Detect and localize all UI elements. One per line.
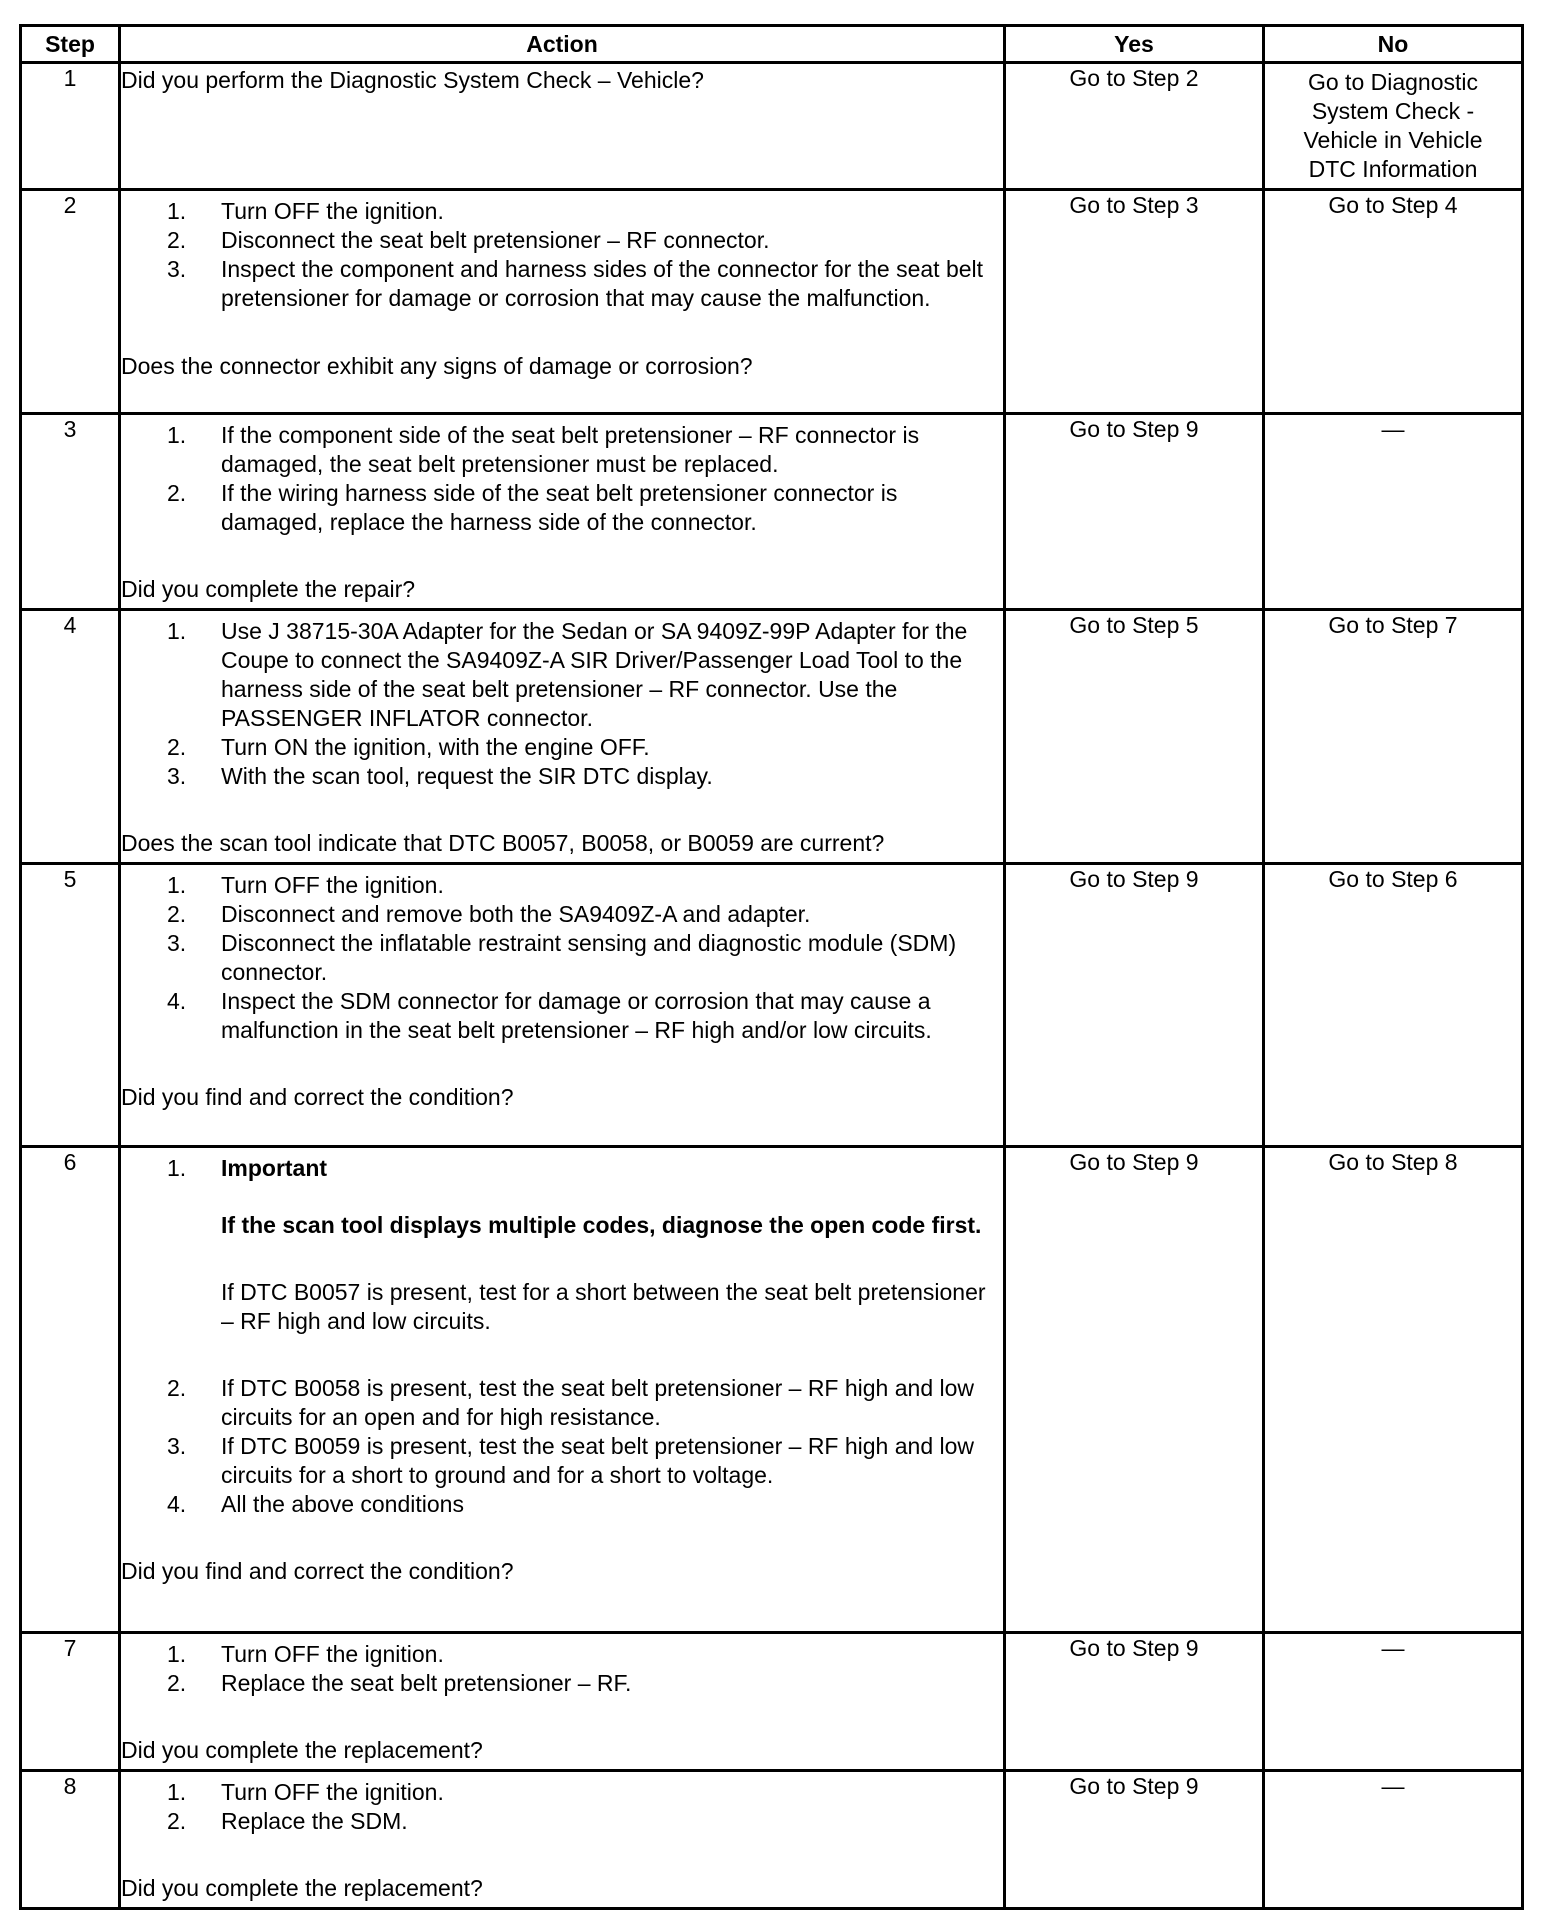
- header-action: Action: [120, 26, 1005, 63]
- header-no: No: [1264, 26, 1523, 63]
- header-yes: Yes: [1005, 26, 1264, 63]
- list-item: 2. Replace the seat belt pretensioner – RF.: [167, 1670, 632, 1696]
- action-cell: [120, 1633, 1005, 1771]
- question-text: Does the connector exhibit any signs of damage or corrosion?: [121, 353, 753, 379]
- important-note: If the scan tool displays multiple codes, diagnose the open code first.: [221, 1212, 982, 1238]
- yes-cell: Go to Step 9: [1005, 1771, 1264, 1909]
- list-item: 2. Turn ON the ignition, with the engine OFF.: [167, 734, 650, 760]
- list-item: 2. If the wiring harness side of the seat belt pretensioner connector is damaged, replace the harness side of the connector.: [167, 480, 898, 535]
- list-item: 3. If DTC B0059 is present, test the seat belt pretensioner – RF high and low circuits for a short to ground and for a short to voltage.: [167, 1433, 975, 1488]
- yes-cell: Go to Step 9: [1005, 1633, 1264, 1771]
- list-item: 2. Disconnect and remove both the SA9409Z-A and adapter.: [167, 901, 811, 927]
- important-title: Important: [221, 1155, 328, 1181]
- step-list: [121, 871, 1003, 1045]
- question-text: Did you complete the repair?: [121, 576, 416, 602]
- list-item: 1. Turn OFF the ignition.: [167, 1779, 444, 1805]
- list-item: 3. Disconnect the inflatable restraint sensing and diagnostic module (SDM) connector.: [167, 930, 957, 985]
- step-list: [121, 617, 1003, 791]
- step-number: 3: [21, 414, 120, 610]
- step-number: 4: [21, 610, 120, 864]
- action-cell: [120, 610, 1005, 864]
- no-cell: —: [1264, 1771, 1523, 1909]
- list-item: 4. Inspect the SDM connector for damage or corrosion that may cause a malfunction in the seat belt pretensioner – RF high and/or low circuits.: [167, 988, 932, 1043]
- step-number: 6: [21, 1147, 120, 1633]
- step-list: [121, 197, 1003, 313]
- yes-cell: Go to Step 5: [1005, 610, 1264, 864]
- step-list: [121, 1778, 1003, 1836]
- list-item: 3. With the scan tool, request the SIR DTC display.: [167, 763, 713, 789]
- list-item: 1. Turn OFF the ignition.: [167, 1641, 444, 1667]
- table-row: [21, 1633, 1523, 1771]
- no-cell: —: [1264, 1633, 1523, 1771]
- list-item: 2. Disconnect the seat belt pretensioner – RF connector.: [167, 227, 770, 253]
- step-number: 2: [21, 190, 120, 414]
- no-cell: Go to Step 6: [1264, 864, 1523, 1147]
- action-cell: [120, 414, 1005, 610]
- action-cell: [120, 63, 1005, 190]
- table-row: [21, 190, 1523, 414]
- question-text: Did you complete the replacement?: [121, 1875, 483, 1901]
- step-number: 7: [21, 1633, 120, 1771]
- no-cell: Go to Step 4: [1264, 190, 1523, 414]
- question-text: Did you complete the replacement?: [121, 1737, 483, 1763]
- yes-cell: Go to Step 2: [1005, 63, 1264, 190]
- list-item-important: 1. Important If the scan tool displays multiple codes, diagnose the open code first. If DTC B0057 is present, test for a short between the seat belt pretensioner – RF high and low circuits.: [121, 1154, 1003, 1336]
- list-item: 3. Inspect the component and harness sides of the connector for the seat belt pretensioner for damage or corrosion that may cause the malfunction.: [167, 256, 984, 311]
- table-row: [21, 864, 1523, 1147]
- list-item: 2. Replace the SDM.: [167, 1808, 408, 1834]
- action-cell: [120, 864, 1005, 1147]
- yes-cell: Go to Step 9: [1005, 1147, 1264, 1633]
- table-row: [21, 1147, 1523, 1633]
- no-cell: Go to Diagnostic System Check - Vehicle in Vehicle DTC Information: [1264, 63, 1523, 190]
- yes-cell: Go to Step 9: [1005, 414, 1264, 610]
- list-item: 2. If DTC B0058 is present, test the seat belt pretensioner – RF high and low circuits for an open and for high resistance.: [167, 1375, 975, 1430]
- list-item: 1. Turn OFF the ignition.: [167, 872, 444, 898]
- step-list: [121, 421, 1003, 537]
- table-row: [21, 1771, 1523, 1909]
- step-number: 5: [21, 864, 120, 1147]
- important-text: If DTC B0057 is present, test for a short between the seat belt pretensioner – RF high and low circuits.: [221, 1279, 986, 1334]
- diagnostic-table: [19, 24, 1524, 1910]
- step-number: 1: [21, 63, 120, 190]
- list-item: 1. If the component side of the seat belt pretensioner – RF connector is damaged, the seat belt pretensioner must be replaced.: [167, 422, 920, 477]
- action-cell: [120, 1771, 1005, 1909]
- header-row: [21, 26, 1523, 63]
- question-text: Did you perform the Diagnostic System Check – Vehicle?: [121, 67, 704, 93]
- question-text: Does the scan tool indicate that DTC B0057, B0058, or B0059 are current?: [121, 830, 885, 856]
- header-step: Step: [21, 26, 120, 63]
- table-row: [21, 63, 1523, 190]
- yes-cell: Go to Step 9: [1005, 864, 1264, 1147]
- action-cell: [120, 1147, 1005, 1633]
- yes-cell: Go to Step 3: [1005, 190, 1264, 414]
- step-list: [121, 1640, 1003, 1698]
- no-cell: —: [1264, 414, 1523, 610]
- question-text: Did you find and correct the condition?: [121, 1084, 514, 1110]
- no-cell: Go to Step 7: [1264, 610, 1523, 864]
- list-item: 1. Turn OFF the ignition.: [167, 198, 444, 224]
- no-cell: Go to Step 8: [1264, 1147, 1523, 1633]
- question-text: Did you find and correct the condition?: [121, 1558, 514, 1584]
- table-row: [21, 414, 1523, 610]
- step-number: 8: [21, 1771, 120, 1909]
- step-list: [121, 1154, 1003, 1519]
- list-item: 1. Use J 38715-30A Adapter for the Sedan or SA 9409Z-99P Adapter for the Coupe to connect the SA9409Z-A SIR Driver/Passenger Load Tool to the harness side of the seat belt pretensioner – RF connector. Use the PASSENGER INFLATOR connector.: [167, 618, 968, 731]
- action-cell: [120, 190, 1005, 414]
- list-item: 4. All the above conditions: [167, 1491, 464, 1517]
- table-row: [21, 610, 1523, 864]
